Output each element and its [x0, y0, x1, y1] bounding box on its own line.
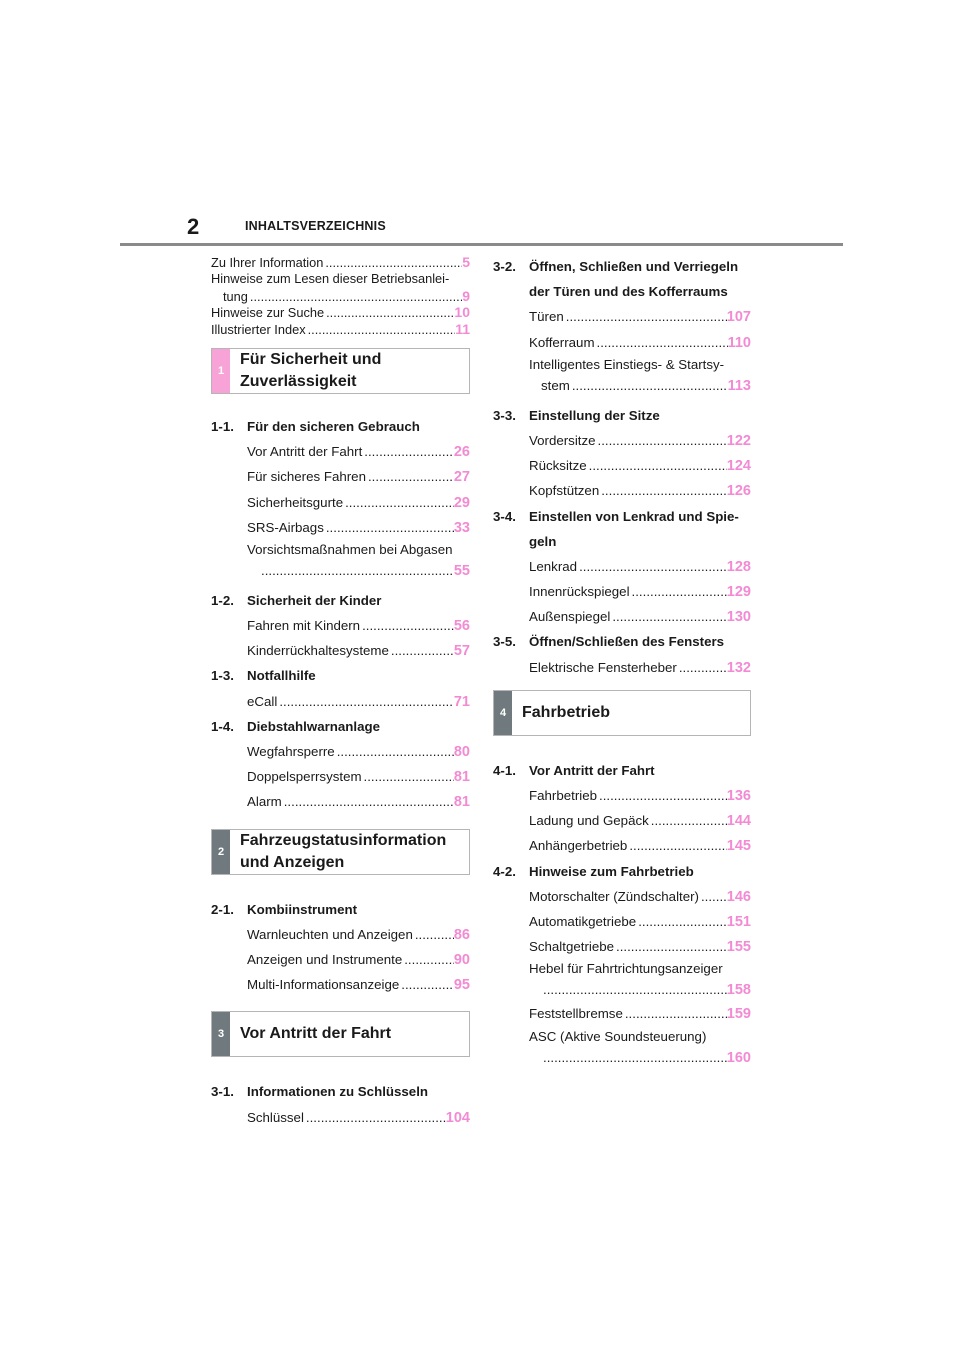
- page-link: 130: [726, 609, 751, 626]
- toc-entry[interactable]: Türen ..... 107: [493, 304, 751, 329]
- page-link: 26: [453, 444, 470, 461]
- section-heading-cont: der Türen und des Kofferraums: [529, 284, 728, 300]
- toc-entry[interactable]: Doppelsperrsystem ..... 81: [211, 764, 470, 789]
- section-heading: 4-1. Vor Antritt der Fahrt: [493, 762, 655, 778]
- chapter-tab: 1: [212, 349, 230, 393]
- toc-entry[interactable]: Sicherheitsgurte ..... 29: [211, 490, 470, 515]
- toc-entry-label[interactable]: Hinweise zum Lesen dieser Betriebsanlei-: [211, 270, 450, 286]
- toc-entry[interactable]: Schaltgetriebe ..... 155: [493, 934, 751, 959]
- chapter-tab: 2: [212, 830, 230, 874]
- toc-entry[interactable]: Für sicheres Fahren ..... 27: [211, 464, 470, 489]
- toc-entry[interactable]: Anzeigen und Instrumente ..... 90: [211, 947, 470, 972]
- page-link: 146: [726, 888, 751, 905]
- section-heading: 2-1. Kombiinstrument: [211, 901, 358, 917]
- toc-entry[interactable]: Feststellbremse ..... 159: [493, 1001, 751, 1026]
- chapter-tab: 3: [212, 1012, 230, 1056]
- page-link: 81: [453, 794, 470, 811]
- page-link: 126: [726, 483, 751, 500]
- page-link: 151: [726, 913, 751, 930]
- page-link: 159: [726, 1006, 751, 1023]
- toc-entry[interactable]: Automatikgetriebe ..... 151: [493, 909, 751, 934]
- page-link: 145: [726, 838, 751, 855]
- toc-entry[interactable]: Kopfstützen ..... 126: [493, 478, 751, 503]
- toc-left-column: [211, 254, 470, 1130]
- toc-entry[interactable]: Kofferraum ..... 110: [493, 330, 751, 355]
- toc-entry[interactable]: Fahrbetrieb ..... 136: [493, 783, 751, 808]
- page-link: 57: [453, 643, 470, 660]
- page-link: 81: [453, 769, 470, 786]
- page-link: 129: [726, 584, 751, 601]
- page-number: 2: [187, 214, 200, 239]
- page-link: 110: [727, 334, 751, 351]
- toc-entry[interactable]: [211, 560, 470, 582]
- toc-entry[interactable]: tung ..... 9: [211, 288, 470, 305]
- page-link: 71: [453, 693, 470, 710]
- toc-entry[interactable]: Motorschalter (Zündschalter) ..... 146: [493, 884, 751, 909]
- toc-entry[interactable]: Warnleuchten und Anzeigen ..... 86: [211, 922, 470, 947]
- toc-entry-label[interactable]: ASC (Aktive Soundsteuerung): [529, 1028, 707, 1044]
- toc-entry[interactable]: SRS-Airbags ..... 33: [211, 515, 470, 540]
- toc-entry[interactable]: Hinweise zur Suche ..... 10: [211, 304, 470, 321]
- section-heading: 3-1. Informationen zu Schlüsseln: [211, 1084, 429, 1100]
- page-link: 144: [726, 813, 751, 830]
- toc-entry[interactable]: Rücksitze ..... 124: [493, 453, 751, 478]
- chapter-tab: 4: [494, 691, 512, 735]
- chapter-title: Fahrzeugstatusinformation und Anzeigen: [240, 831, 447, 871]
- toc-entry[interactable]: Ladung und Gepäck ..... 144: [493, 808, 751, 833]
- toc-entry[interactable]: stem ..... 113: [493, 375, 751, 397]
- page-link: 33: [453, 519, 470, 536]
- toc-entry[interactable]: Alarm ..... 81: [211, 789, 470, 814]
- toc-entry[interactable]: Illustrierter Index ..... 11: [211, 321, 470, 338]
- toc-entry[interactable]: [493, 1047, 751, 1069]
- page-link: 160: [726, 1049, 751, 1066]
- section-heading: 1-4. Diebstahlwarnanlage: [211, 718, 381, 734]
- section-heading: 3-3. Einstellung der Sitze: [493, 407, 660, 423]
- section-heading-cont: geln: [529, 533, 557, 549]
- page-link: 128: [726, 558, 751, 575]
- section-heading: 1-2. Sicherheit der Kinder: [211, 592, 382, 608]
- page-link: 10: [454, 304, 470, 321]
- toc-entry[interactable]: eCall ..... 71: [211, 689, 470, 714]
- chapter-title: Vor Antritt der Fahrt: [240, 1025, 392, 1043]
- front-matter: [211, 254, 470, 338]
- toc-entry[interactable]: Vor Antritt der Fahrt ..... 26: [211, 439, 470, 464]
- page-link: 86: [453, 926, 470, 943]
- chapter-box-3[interactable]: [211, 1011, 470, 1057]
- page-link: 122: [726, 432, 751, 449]
- toc-entry[interactable]: Wegfahrsperre ..... 80: [211, 739, 470, 764]
- section-heading: 1-1. Für den sicheren Gebrauch: [211, 418, 420, 434]
- page-link: 11: [455, 321, 470, 338]
- toc-entry[interactable]: Lenkrad ..... 128: [493, 554, 751, 579]
- section-heading: 1-3. Notfallhilfe: [211, 668, 316, 684]
- toc-entry[interactable]: Vordersitze ..... 122: [493, 428, 751, 453]
- page-link: 90: [453, 951, 470, 968]
- page-link: 113: [727, 377, 751, 394]
- chapter-box-2[interactable]: [211, 829, 470, 875]
- page-link: 132: [726, 659, 751, 676]
- toc-entry[interactable]: Fahren mit Kindern ..... 56: [211, 613, 470, 638]
- page-link: 155: [726, 939, 751, 956]
- toc-right-column: [493, 254, 751, 1069]
- chapter-title: Fahrbetrieb: [522, 703, 611, 721]
- toc-entry[interactable]: Außenspiegel ..... 130: [493, 604, 751, 629]
- toc-entry[interactable]: Schlüssel ..... 104: [211, 1105, 470, 1130]
- section-heading: 4-2. Hinweise zum Fahrbetrieb: [493, 863, 694, 879]
- page-link: 56: [453, 618, 470, 635]
- toc-entry[interactable]: Innenrückspiegel ..... 129: [493, 579, 751, 604]
- section-heading: 3-2. Öffnen, Schließen und Verriegeln: [493, 259, 739, 274]
- toc-entry-label[interactable]: Hebel für Fahrtrichtungsanzeiger: [529, 961, 723, 977]
- chapter-box-1[interactable]: [211, 348, 470, 394]
- page-link: 55: [453, 562, 470, 579]
- toc-entry[interactable]: Elektrische Fensterheber ..... 132: [493, 655, 751, 680]
- toc-entry-label[interactable]: Intelligentes Einstiegs- & Startsy-: [529, 356, 725, 372]
- chapter-title: Für Sicherheit und Zuverlässigkeit: [240, 350, 382, 390]
- header-rule: [120, 243, 843, 246]
- page-link: 107: [726, 309, 751, 326]
- section-heading: 3-5. Öffnen/Schließen des Fensters: [493, 634, 725, 650]
- toc-entry[interactable]: Multi-Informationsanzeige ..... 95: [211, 972, 470, 997]
- page-link: 158: [726, 982, 751, 999]
- page-link: 5: [462, 254, 470, 270]
- page-link: 29: [453, 494, 470, 511]
- running-header: INHALTSVERZEICHNIS: [245, 219, 386, 233]
- chapter-box-4[interactable]: [493, 690, 751, 736]
- page-link: 124: [726, 458, 751, 475]
- page-link: 9: [462, 287, 470, 304]
- page-link: 95: [453, 977, 470, 994]
- page-link: 80: [453, 744, 470, 761]
- section-heading: 3-4. Einstellen von Lenkrad und Spie-: [493, 508, 739, 524]
- toc-entry[interactable]: [493, 979, 751, 1001]
- page-link: 104: [445, 1109, 470, 1126]
- page-link: 136: [726, 788, 751, 804]
- toc-entry[interactable]: Zu Ihrer Information ..... 5: [211, 254, 470, 271]
- page-link: 27: [453, 469, 470, 486]
- toc-entry[interactable]: Kinderrückhaltesysteme ..... 57: [211, 638, 470, 663]
- toc-entry-label[interactable]: Vorsichtsmaßnahmen bei Abgasen: [247, 541, 453, 557]
- toc-entry[interactable]: Anhängerbetrieb ..... 145: [493, 833, 751, 858]
